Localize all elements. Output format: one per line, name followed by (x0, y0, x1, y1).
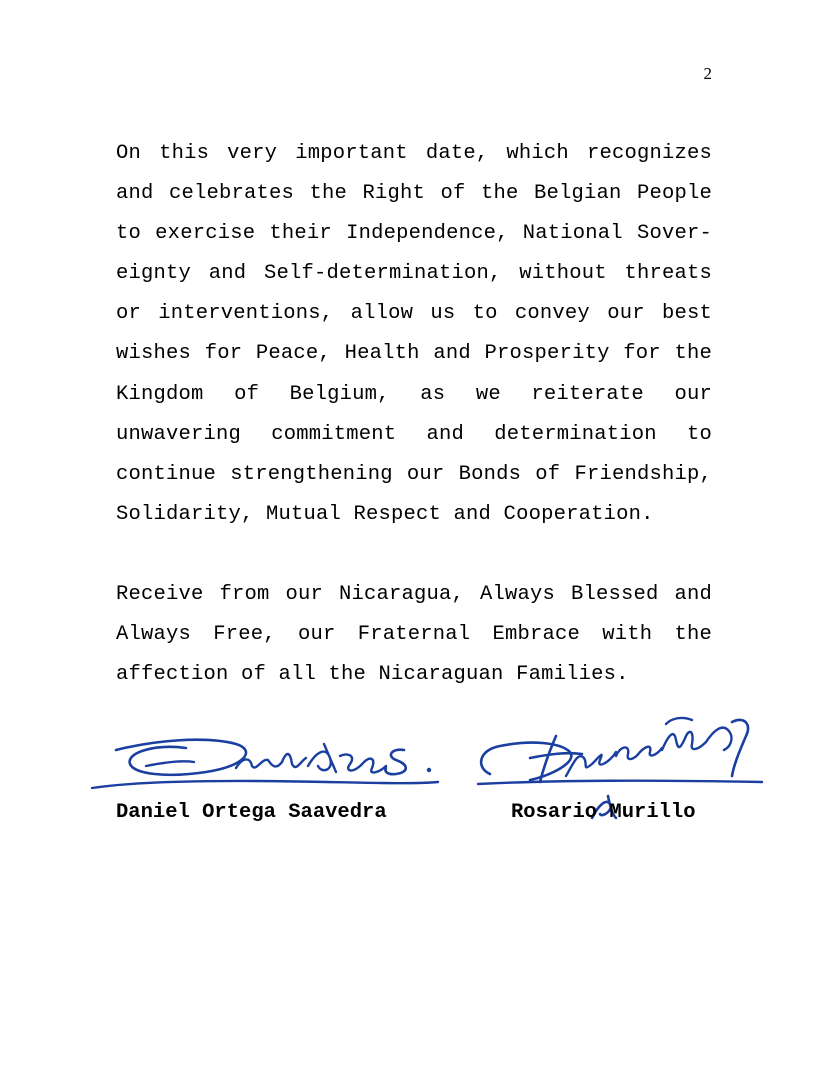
signature-daniel-ortega (86, 722, 446, 812)
signatory-name-daniel-ortega: Daniel Ortega Saavedra (116, 801, 387, 824)
paragraph-greeting: On this very important date, which recognizes and celebrates the Right of the Belgian People to exercise their Independence, National Sover-eignty and Self-determination, without threats or interventions, allow us to convey our best wishes for Peace, Health and Prosperity for the Kingdom of Belgium, as we reiterate our unwavering commitment and determination to continue strengthening our Bonds of Friendship, Solidarity, Mutual Respect and Cooperation. (116, 142, 712, 526)
signatory-name-rosario-murillo: Rosario Murillo (511, 801, 696, 824)
paragraph-closing: Receive from our Nicaragua, Always Blessed and Always Free, our Fraternal Embrace with the affection of all the Nicaraguan Families. (116, 583, 712, 687)
page-number: 2 (703, 64, 712, 83)
